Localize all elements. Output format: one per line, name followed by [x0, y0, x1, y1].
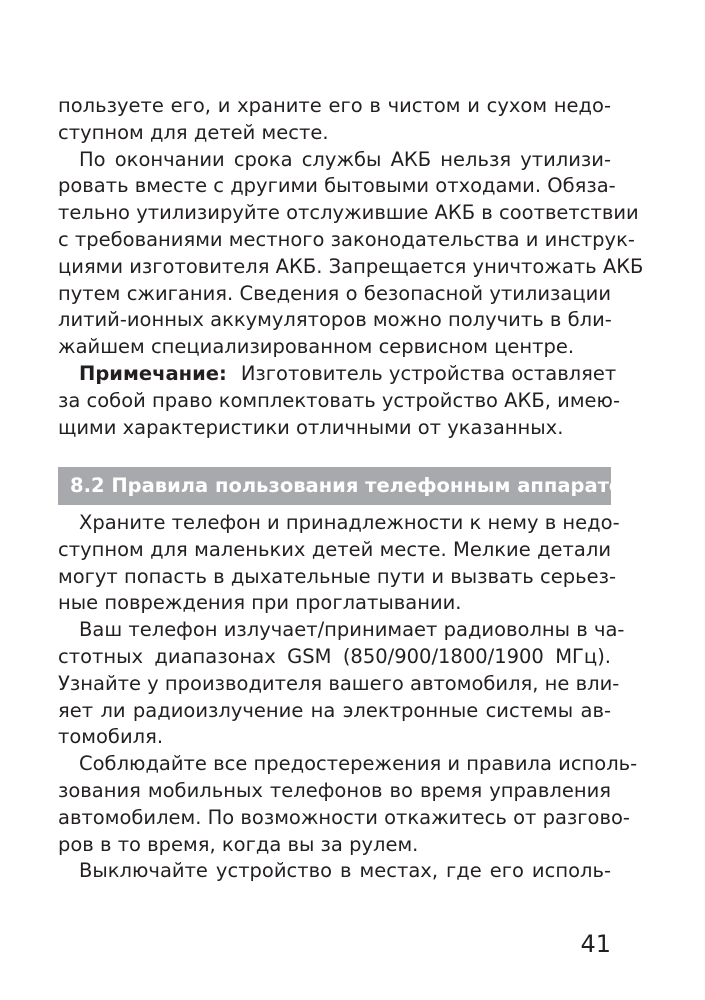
- text-line: яет ли радиоизлучение на электронные системы ав-: [58, 698, 611, 722]
- text-line: щими характеристики отличными от указанных.: [58, 415, 564, 439]
- text-line: По окончании срока службы АКБ нельзя утилизи-: [79, 147, 611, 171]
- text-line: Ваш телефон излучает/принимает радиоволны в ча-: [79, 618, 625, 642]
- text-line: Узнайте у производителя вашего автомобиля, не вли-: [58, 671, 620, 695]
- text-line: ные повреждения при проглатывании.: [58, 591, 462, 615]
- note-line: [58, 361, 617, 388]
- text-line: ступном для маленьких детей месте. Мелкие детали: [58, 537, 611, 561]
- text-line: литий-ионных аккумуляторов можно получить в бли-: [58, 308, 612, 332]
- text-line: автомобилем. По возможности откажитесь от разгово-: [58, 805, 630, 829]
- text-block-top: [58, 93, 644, 441]
- text-line: стотных диапазонах GSM (850/900/1800/1900 МГц).: [58, 644, 611, 668]
- text-line: Храните телефон и принадлежности к нему в недо-: [79, 511, 620, 534]
- text-line: жайшем специализированном сервисном центре.: [58, 335, 575, 359]
- note-label: Примечание:: [79, 361, 227, 385]
- page-number: 41: [580, 930, 611, 958]
- section-heading: 8.2 Правила пользования телефонным аппаратом: [58, 467, 611, 505]
- text-line: путем сжигания. Сведения о безопасной утилизации: [58, 281, 611, 305]
- text-line: Соблюдайте все предостережения и правила исполь-: [79, 752, 638, 776]
- text-line: Выключайте устройство в местах, где его исполь-: [79, 859, 611, 883]
- text-line: ровать вместе с другими бытовыми отходами. Обяза-: [58, 174, 616, 198]
- text-line: циями изготовителя АКБ. Запрещается уничтожать АКБ: [58, 254, 644, 278]
- text-line: томобиля.: [58, 725, 164, 749]
- text-line: зования мобильных телефонов во время управления: [58, 778, 611, 802]
- text-line: с требованиями местного законодательства и инструк-: [58, 227, 635, 251]
- text-line: за собой право комплектовать устройство АКБ, имею-: [58, 388, 620, 412]
- note-text: Изготовитель устройства оставляет: [240, 361, 617, 385]
- text-line: ступном для детей месте.: [58, 120, 329, 144]
- text-line: пользуете его, и храните его в чистом и сухом недо-: [58, 94, 611, 117]
- text-line: ров в то время, когда вы за рулем.: [58, 832, 419, 856]
- text-line: могут попасть в дыхательные пути и вызвать серьез-: [58, 564, 616, 588]
- text-block-bottom: [58, 510, 638, 885]
- text-line: тельно утилизируйте отслужившие АКБ в соответствии: [58, 201, 639, 225]
